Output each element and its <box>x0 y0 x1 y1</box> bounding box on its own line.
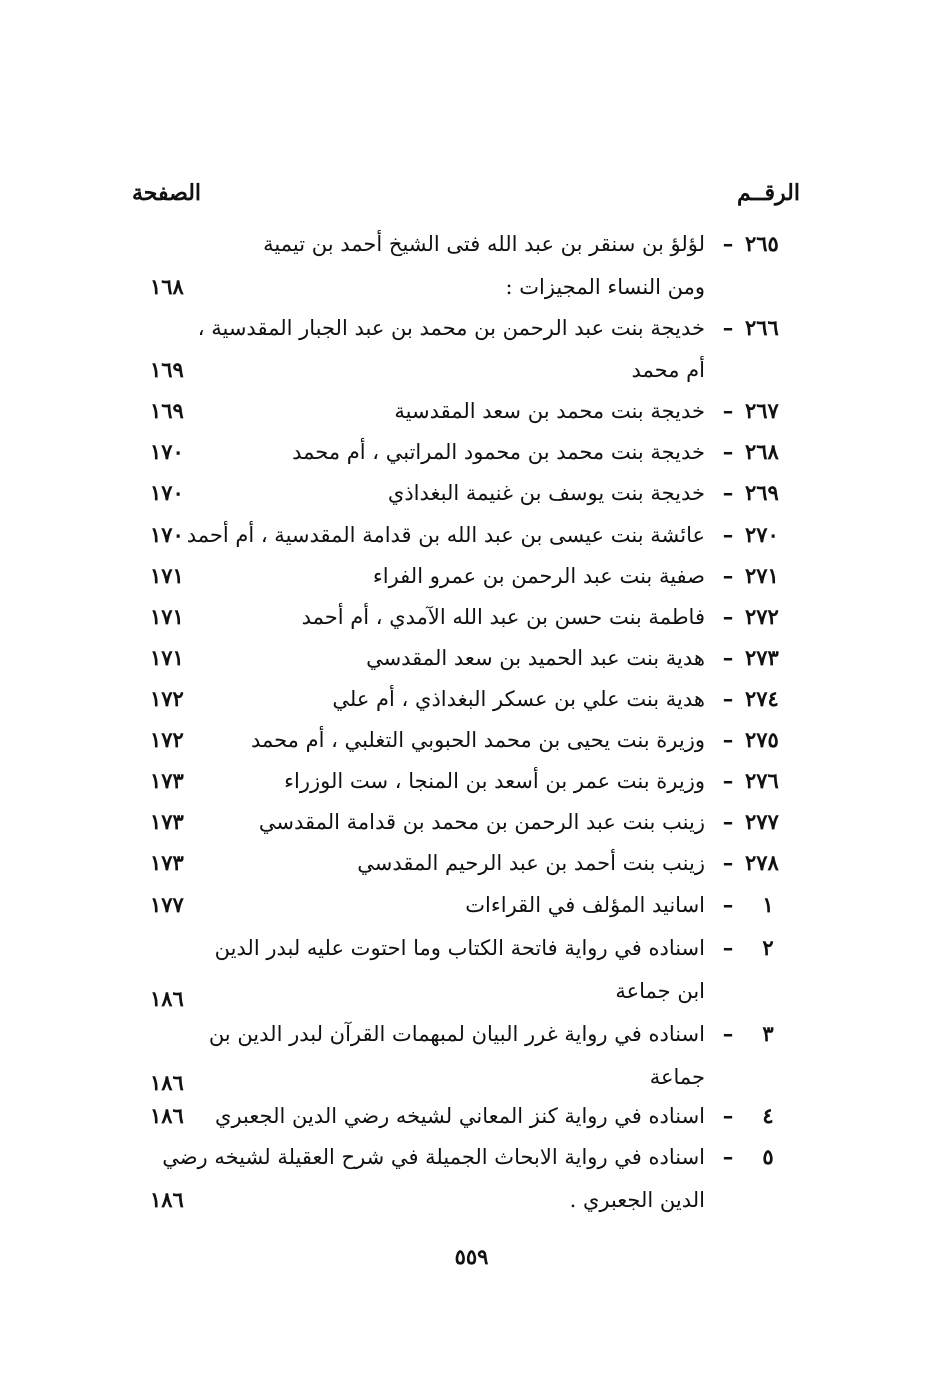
entry-number: ٢٧١ <box>745 563 779 588</box>
entry-text: زينب بنت أحمد بن عبد الرحيم المقدسي <box>357 851 705 875</box>
entry-dash: – <box>722 1021 734 1046</box>
entry-page: ١٧٠ <box>150 439 184 464</box>
entry-text: صفية بنت عبد الرحمن بن عمرو الفراء <box>372 564 705 588</box>
entry-page: ١٦٩ <box>150 357 184 382</box>
page-number: ٥٥٩ <box>454 1244 489 1269</box>
entry-dash: – <box>722 686 734 711</box>
entry-page: ١٦٨ <box>150 274 184 299</box>
entry-dash: – <box>722 231 734 256</box>
entry-number: ٢٧٤ <box>745 686 779 711</box>
entry-dash: – <box>722 850 734 875</box>
entry-number: ٢٧٧ <box>745 809 779 834</box>
entry-text: زينب بنت عبد الرحمن بن محمد بن قدامة المقدسي <box>258 810 705 834</box>
entry-text: خديجة بنت محمد بن سعد المقدسية <box>394 399 705 423</box>
entry-text: هدية بنت علي بن عسكر البغداذي ، أم علي <box>332 687 705 711</box>
entry-text: لؤلؤ بن سنقر بن عبد الله فتى الشيخ أحمد بن تيمية <box>263 232 705 256</box>
entry-number: ٢٦٩ <box>745 480 779 505</box>
entry-text: جماعة <box>649 1065 705 1089</box>
entry-number: ٢٦٧ <box>745 398 779 423</box>
entry-number: ٢٦٥ <box>745 231 779 256</box>
entry-page: ١٨٦ <box>150 1187 184 1212</box>
entry-page: ١٨٦ <box>150 986 184 1011</box>
entry-number: ٢٧٨ <box>745 850 779 875</box>
entry-text: ومن النساء المجيزات : <box>505 275 705 299</box>
entry-dash: – <box>722 645 734 670</box>
entry-text: وزيرة بنت يحيى بن محمد الحبوبي التغلبي ، أم محمد <box>250 728 705 752</box>
entry-number: ٢٧٦ <box>745 768 779 793</box>
entry-dash: – <box>722 1144 734 1169</box>
entry-page: ١٧٣ <box>150 768 184 793</box>
entry-page: ١٧٠ <box>150 522 184 547</box>
entry-text: وزيرة بنت عمر بن أسعد بن المنجا ، ست الوزراء <box>284 769 705 793</box>
entry-dash: – <box>722 398 734 423</box>
entry-dash: – <box>722 604 734 629</box>
entry-page: ١٧٠ <box>150 480 184 505</box>
entry-dash: – <box>722 1103 734 1128</box>
entry-dash: – <box>722 315 734 340</box>
entry-number: ٢٧٠ <box>745 522 779 547</box>
entry-number: ٣ <box>762 1021 774 1046</box>
entry-page: ١٧٢ <box>150 727 184 752</box>
entry-page: ١٨٦ <box>150 1070 184 1095</box>
entry-dash: – <box>722 809 734 834</box>
entry-number: ٤ <box>762 1103 774 1128</box>
entry-page: ١٧١ <box>150 563 184 588</box>
entry-text: ابن جماعة <box>615 979 705 1003</box>
entry-text: اسناده في رواية كنز المعاني لشيخه رضي الدين الجعبري <box>215 1104 705 1128</box>
entry-text: خديجة بنت عبد الرحمن بن محمد بن عبد الجبار المقدسية ، <box>197 316 705 340</box>
entry-text: عائشة بنت عيسى بن عبد الله بن قدامة المقدسية ، أم أحمد <box>186 523 705 547</box>
entry-number: ٢ <box>762 935 774 960</box>
entry-number: ٢٦٨ <box>745 439 779 464</box>
entry-text: خديجة بنت محمد بن محمود المراتبي ، أم محمد <box>292 440 705 464</box>
entry-page: ١٧١ <box>150 645 184 670</box>
entry-page: ١٧٧ <box>150 892 184 917</box>
entry-number: ٢٧٥ <box>745 727 779 752</box>
entry-dash: – <box>722 563 734 588</box>
entry-number: ٢٧٣ <box>745 645 779 670</box>
entry-page: ١٧٣ <box>150 809 184 834</box>
entry-text: هدية بنت عبد الحميد بن سعد المقدسي <box>366 646 705 670</box>
entry-dash: – <box>722 935 734 960</box>
entry-number: ١ <box>762 892 774 917</box>
entry-dash: – <box>722 522 734 547</box>
entry-page: ١٧١ <box>150 604 184 629</box>
entry-text: اسناده في رواية الابحاث الجميلة في شرح العقيلة لشيخه رضي <box>162 1145 705 1169</box>
entry-number: ٥ <box>762 1144 774 1169</box>
entry-dash: – <box>722 439 734 464</box>
entry-text: اسناده في رواية فاتحة الكتاب وما احتوت عليه لبدر الدين <box>214 936 705 960</box>
entry-page: ١٨٦ <box>150 1103 184 1128</box>
entry-page: ١٧٣ <box>150 850 184 875</box>
entry-text: فاطمة بنت حسن بن عبد الله الآمدي ، أم أحمد <box>301 605 705 629</box>
entry-dash: – <box>722 892 734 917</box>
entry-dash: – <box>722 768 734 793</box>
column-header-page: الصفحة <box>132 180 202 206</box>
entry-page: ١٧٢ <box>150 686 184 711</box>
entry-text: الدين الجعبري . <box>569 1188 705 1212</box>
entry-dash: – <box>722 727 734 752</box>
entry-text: اسانيد المؤلف في القراءات <box>465 893 705 917</box>
entry-number: ٢٦٦ <box>745 315 779 340</box>
entry-text: خديجة بنت يوسف بن غنيمة البغداذي <box>387 481 705 505</box>
column-header-number: الرقــم <box>736 180 800 206</box>
entry-number: ٢٧٢ <box>745 604 779 629</box>
entry-page: ١٦٩ <box>150 398 184 423</box>
entry-text: أم محمد <box>631 358 705 382</box>
entry-dash: – <box>722 480 734 505</box>
entry-text: اسناده في رواية غرر البيان لمبهمات القرآن لبدر الدين بن <box>208 1022 705 1046</box>
